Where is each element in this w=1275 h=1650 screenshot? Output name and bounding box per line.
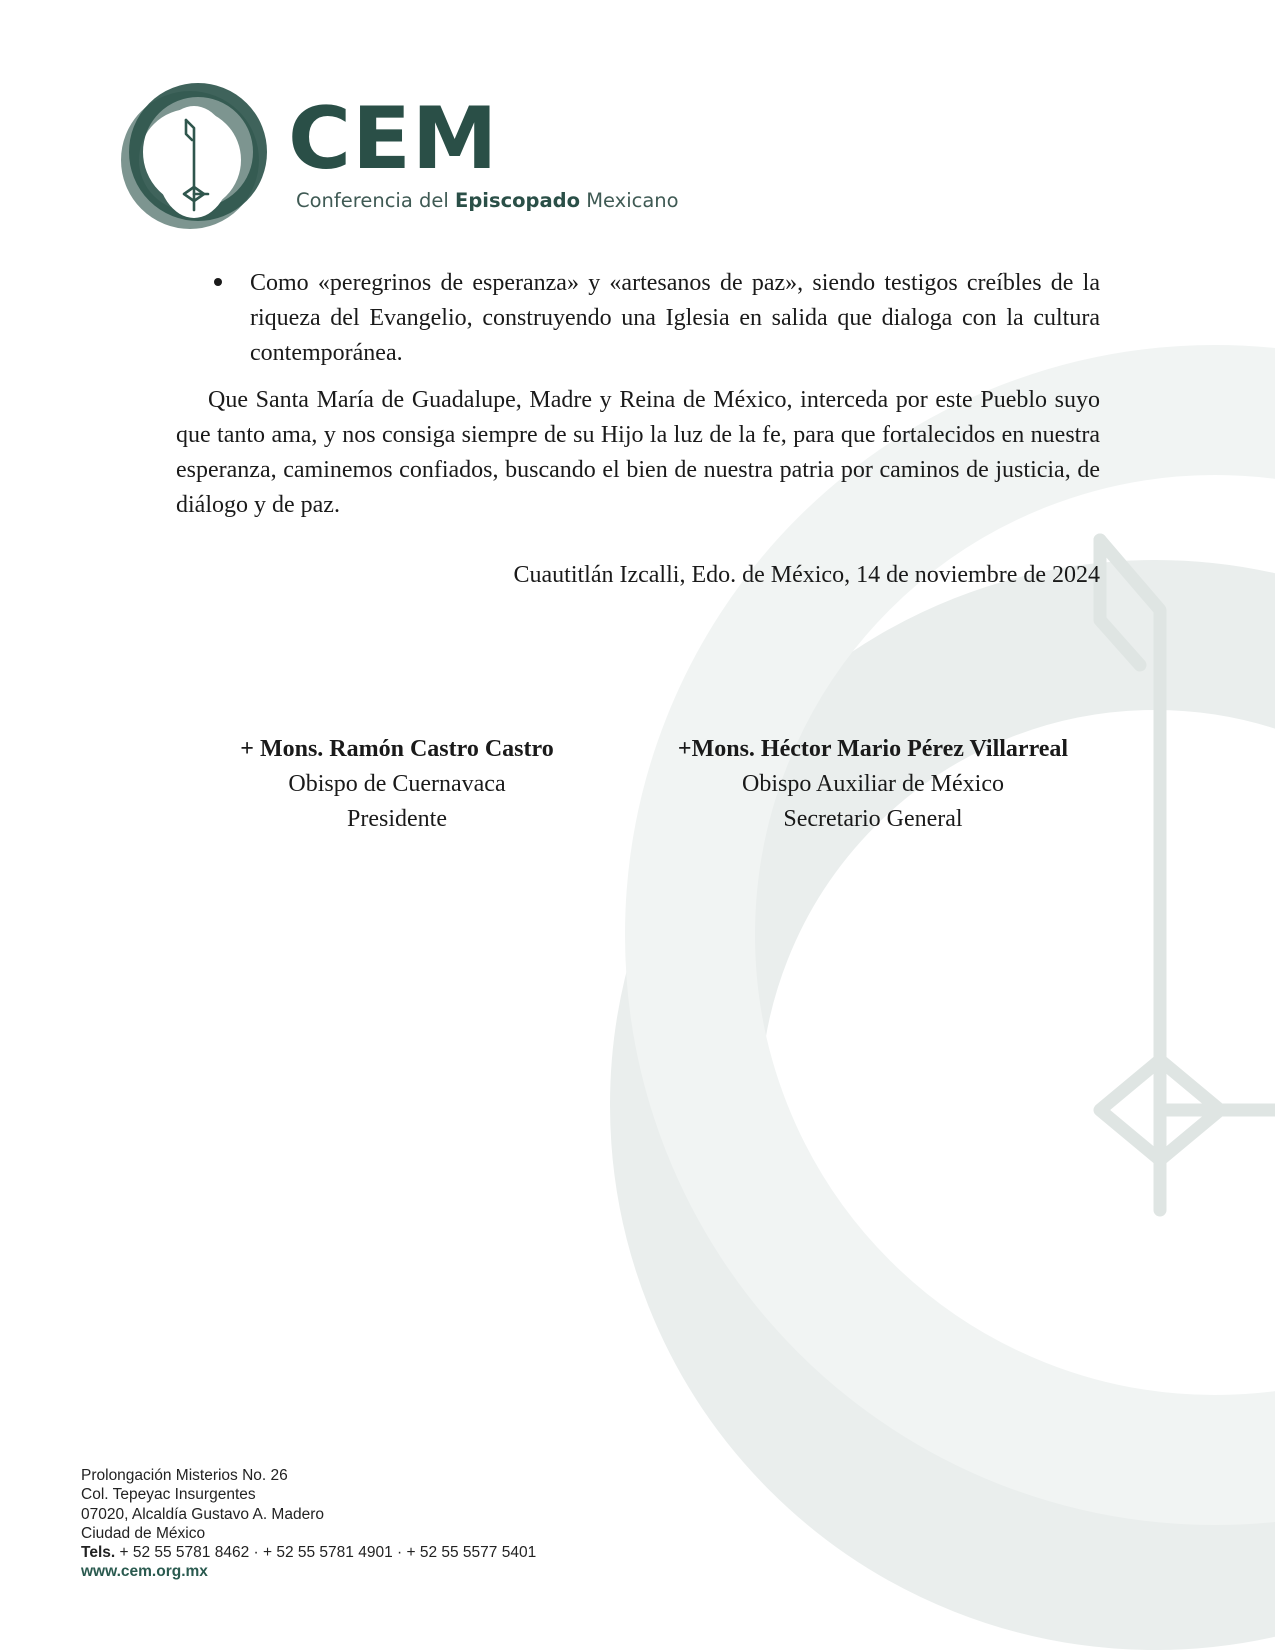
phone-label: Tels. [81, 1544, 116, 1562]
footer-contact [81, 1466, 681, 1582]
logo-name-part2: Mexicano [580, 189, 679, 212]
signature-block-secretary [653, 732, 1093, 837]
cem-logo [112, 82, 679, 242]
logo-name-bold: Episcopado [455, 189, 580, 212]
signer-title: Secretario General [783, 806, 963, 832]
signer-name: +Mons. Héctor Mario Pérez Villarreal [677, 736, 1069, 762]
signer-name: + Mons. Ramón Castro Castro [240, 736, 554, 762]
phone-line [81, 1543, 681, 1562]
logo-acronym: CEM [288, 89, 499, 189]
place-date: Cuautitlán Izcalli, Edo. de México, 14 de noviembre de 2024 [513, 562, 1100, 588]
closing-paragraph: Que Santa María de Guadalupe, Madre y Reina de México, interceda por este Pueblo suyo que tanto ama, y nos consiga siempre de su Hijo la luz de la fe, para que fortalecidos en nuestra esperanza, caminemos confiados, buscando el bien de nuestra patria por caminos de justicia, de diálogo y de paz. [176, 387, 1100, 518]
address-line: Ciudad de México [81, 1524, 206, 1542]
logo-organization-name [296, 189, 679, 212]
phone-numbers: + 52 55 5781 8462 · + 52 55 5781 4901 · + 52 55 5577 5401 [115, 1544, 537, 1562]
signer-title: Presidente [347, 806, 447, 832]
signature-block-president [177, 732, 617, 837]
logo-name-part1: Conferencia del [296, 189, 455, 212]
bullet-icon [214, 278, 222, 286]
address-line: Prolongación Misterios No. 26 [81, 1467, 288, 1484]
website-link[interactable]: www.cem.org.mx [81, 1563, 208, 1581]
address-line: Col. Tepeyac Insurgentes [81, 1486, 256, 1504]
signer-role: Obispo de Cuernavaca [288, 771, 506, 797]
cem-emblem-icon [112, 82, 272, 242]
address-line: 07020, Alcaldía Gustavo A. Madero [81, 1505, 324, 1523]
signer-role: Obispo Auxiliar de México [742, 771, 1004, 797]
bullet-item: Como «peregrinos de esperanza» y «artesanos de paz», siendo testigos creíbles de la riqueza del Evangelio, construyendo una Iglesia en salida que dialoga con la cultura contemporánea. [250, 270, 1100, 366]
